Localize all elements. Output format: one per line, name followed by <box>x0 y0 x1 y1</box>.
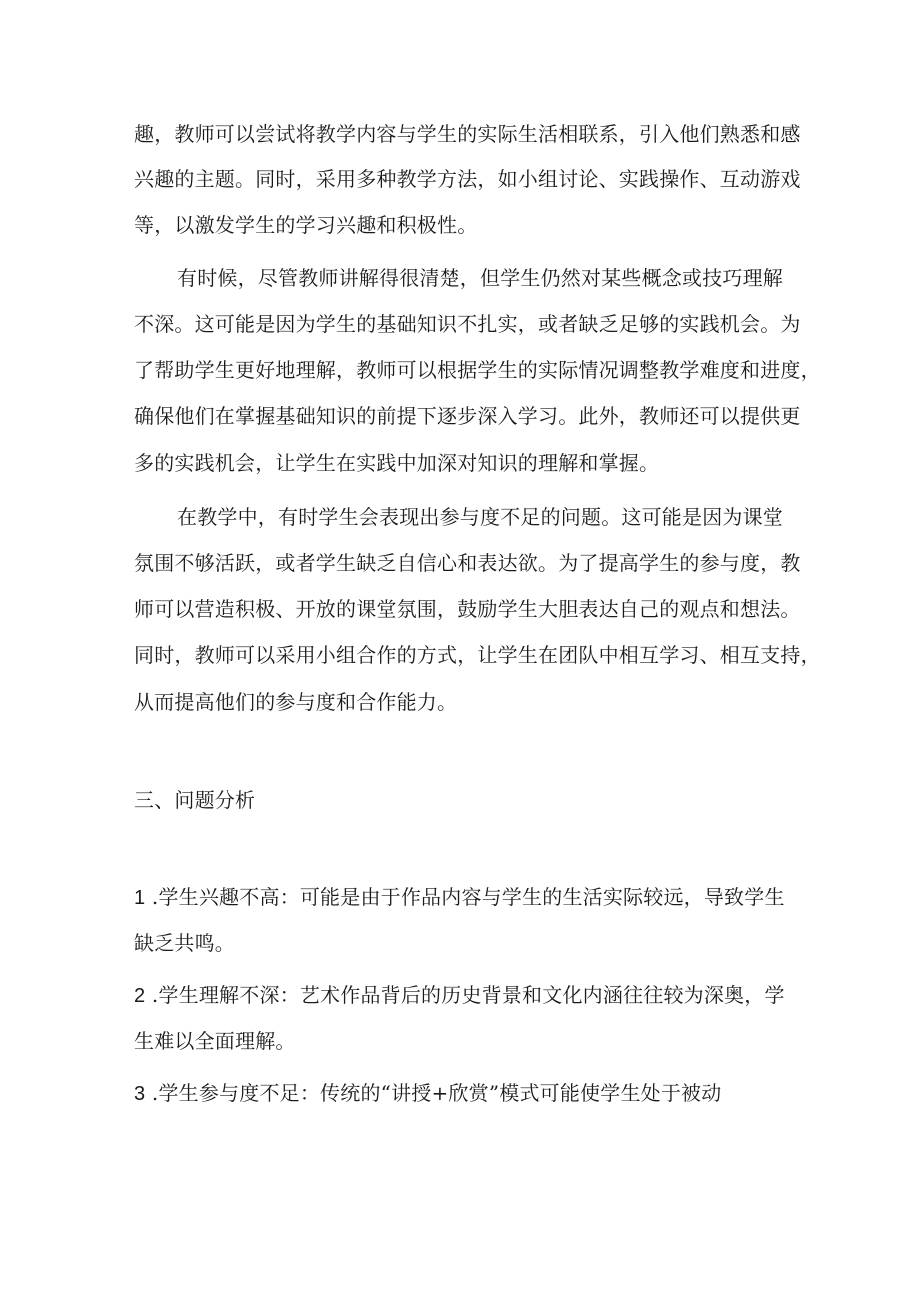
paragraph-line: 兴趣的主题。同时，采用多种教学方法，如小组讨论、实践操作、互动游戏 <box>134 167 801 191</box>
paragraph-line: 等，以激发学生的学习兴趣和积极性。 <box>134 213 478 237</box>
list-item-text: .学生理解不深：艺术作品背后的历史背景和文化内涵往往较为深奥，学 <box>151 983 785 1007</box>
list-item-line: 缺乏共鸣。 <box>134 931 235 955</box>
paragraph-line: 同时，教师可以采用小组合作的方式，让学生在团队中相互学习、相互支持， <box>134 643 821 667</box>
paragraph-line: 多的实践机会，让学生在实践中加深对知识的理解和掌握。 <box>134 451 660 475</box>
list-item-line <box>134 1079 721 1108</box>
list-item-text: .学生参与度不足：传统的“讲授+欣赏”模式可能使学生处于被动 <box>151 1081 722 1105</box>
paragraph-line: 师可以营造积极、开放的课堂氛围，鼓励学生大胆表达自己的观点和想法。 <box>134 597 801 621</box>
paragraph-line: 了帮助学生更好地理解，教师可以根据学生的实际情况调整教学难度和进度， <box>134 358 821 382</box>
list-item-text: .学生兴趣不高：可能是由于作品内容与学生的生活实际较远，导致学生 <box>151 885 785 909</box>
section-heading: 三、问题分析 <box>134 788 256 812</box>
paragraph-line: 从而提高他们的参与度和合作能力。 <box>134 690 458 714</box>
list-item-line: 生难以全面理解。 <box>134 1029 296 1053</box>
paragraph-line: 确保他们在掌握基础知识的前提下逐步深入学习。此外，教师还可以提供更 <box>134 404 801 428</box>
list-item-number: 2 <box>134 985 146 1007</box>
paragraph-line: 趣，教师可以尝试将教学内容与学生的实际生活相联系，引入他们熟悉和感 <box>134 122 801 146</box>
list-item-line <box>134 883 785 912</box>
paragraph-line: 有时候，尽管教师讲解得很清楚，但学生仍然对某些概念或技巧理解 <box>177 266 783 290</box>
paragraph-line: 不深。这可能是因为学生的基础知识不扎实，或者缺乏足够的实践机会。为 <box>134 312 801 336</box>
paragraph-line: 氛围不够活跃，或者学生缺乏自信心和表达欲。为了提高学生的参与度，教 <box>134 551 801 575</box>
paragraph-line: 在教学中，有时学生会表现出参与度不足的问题。这可能是因为课堂 <box>177 505 783 529</box>
list-item-number: 1 <box>134 887 146 909</box>
list-item-line <box>134 981 785 1010</box>
list-item-number: 3 <box>134 1083 146 1105</box>
